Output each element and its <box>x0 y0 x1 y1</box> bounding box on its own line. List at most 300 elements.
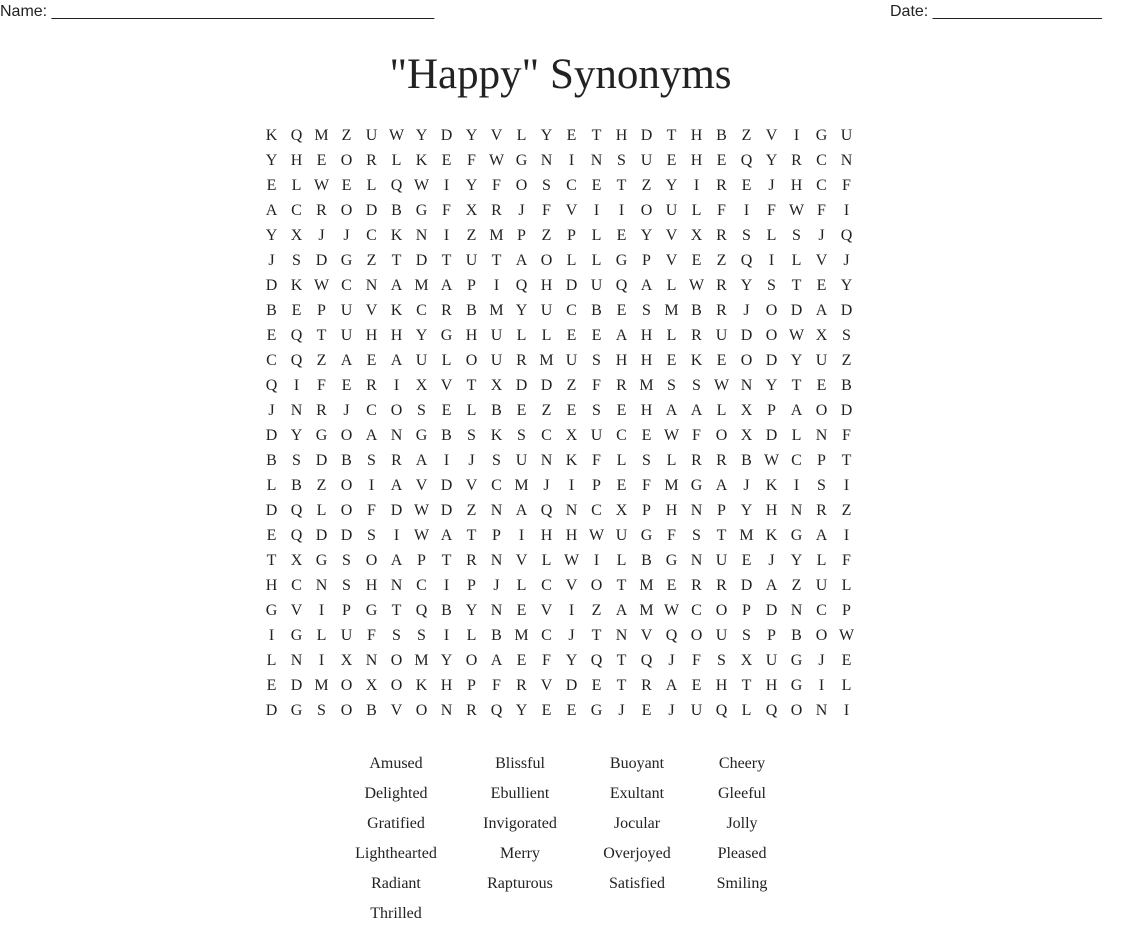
grid-letter: N <box>690 552 703 569</box>
grid-letter: L <box>541 552 552 569</box>
grid-letter: R <box>316 402 327 419</box>
grid-letter: F <box>592 377 601 394</box>
grid-letter: O <box>540 252 553 269</box>
grid-letter: T <box>466 527 477 544</box>
grid-letter: Z <box>316 352 327 369</box>
grid-letter: S <box>492 452 501 469</box>
grid-letter: S <box>592 402 601 419</box>
grid-letter: L <box>266 477 277 494</box>
grid-letter: O <box>415 702 428 719</box>
grid-letter: U <box>715 552 728 569</box>
grid-letter: C <box>566 177 577 194</box>
grid-letter: I <box>793 477 800 494</box>
grid-row <box>259 273 859 298</box>
grid-letter: I <box>568 152 575 169</box>
grid-letter: C <box>791 452 802 469</box>
grid-letter: Q <box>290 502 303 519</box>
grid-letter: M <box>514 477 529 494</box>
grid-letter: J <box>543 477 550 494</box>
grid-letter: M <box>664 477 679 494</box>
grid-letter: A <box>440 527 453 544</box>
grid-letter: U <box>540 302 553 319</box>
grid-letter: L <box>266 652 277 669</box>
grid-row <box>259 523 859 548</box>
grid-letter: I <box>693 177 700 194</box>
grid-letter: D <box>440 477 453 494</box>
grid-row <box>259 298 859 323</box>
grid-letter: B <box>266 452 277 469</box>
grid-letter: X <box>815 327 828 344</box>
grid-letter: N <box>490 502 503 519</box>
grid-letter: W <box>588 527 605 544</box>
grid-letter: M <box>489 302 504 319</box>
grid-letter: J <box>843 252 850 269</box>
grid-letter: V <box>390 702 403 719</box>
grid-letter: N <box>815 702 828 719</box>
grid-letter: K <box>690 352 703 369</box>
grid-letter: S <box>367 527 376 544</box>
grid-letter: A <box>790 402 803 419</box>
grid-letter: Q <box>515 277 528 294</box>
grid-letter: Q <box>390 177 403 194</box>
grid-letter: E <box>266 327 277 344</box>
grid-letter: S <box>817 477 826 494</box>
grid-letter: E <box>691 252 702 269</box>
grid-letter: N <box>365 277 378 294</box>
grid-letter: W <box>788 327 805 344</box>
grid-letter: E <box>591 177 602 194</box>
grid-letter: B <box>291 477 302 494</box>
grid-letter: H <box>765 677 778 694</box>
grid-letter: A <box>490 652 503 669</box>
grid-letter: I <box>843 202 850 219</box>
grid-letter: L <box>541 327 552 344</box>
word-bank-item: Overjoyed <box>603 845 671 862</box>
grid-letter: J <box>818 227 825 244</box>
grid-row <box>259 648 859 673</box>
grid-letter: I <box>843 527 850 544</box>
grid-letter: Q <box>615 277 628 294</box>
grid-letter: W <box>663 427 680 444</box>
grid-letter: N <box>615 627 628 644</box>
grid-letter: A <box>815 302 828 319</box>
grid-letter: F <box>542 652 551 669</box>
grid-letter: E <box>316 152 327 169</box>
grid-letter: P <box>467 577 476 594</box>
grid-letter: H <box>440 677 453 694</box>
grid-letter: Z <box>541 402 552 419</box>
grid-letter: Q <box>740 252 753 269</box>
grid-letter: U <box>565 352 578 369</box>
grid-letter: X <box>690 227 703 244</box>
grid-letter: P <box>467 277 476 294</box>
grid-letter: R <box>391 452 402 469</box>
grid-row <box>259 448 859 473</box>
word-bank-item: Amused <box>369 755 423 772</box>
grid-letter: U <box>690 702 703 719</box>
grid-letter: H <box>640 402 653 419</box>
grid-letter: Y <box>740 502 753 519</box>
grid-letter: A <box>615 602 628 619</box>
grid-letter: T <box>616 677 627 694</box>
grid-letter: I <box>768 252 775 269</box>
grid-letter: E <box>666 352 677 369</box>
grid-letter: S <box>842 327 851 344</box>
grid-letter: Z <box>541 227 552 244</box>
grid-letter: X <box>740 652 753 669</box>
grid-letter: D <box>740 577 753 594</box>
grid-row <box>259 373 859 398</box>
grid-letter: L <box>516 127 527 144</box>
grid-letter: E <box>266 677 277 694</box>
grid-letter: K <box>765 527 778 544</box>
grid-letter: S <box>542 177 551 194</box>
grid-letter: S <box>767 277 776 294</box>
grid-letter: L <box>741 702 752 719</box>
grid-letter: P <box>767 402 776 419</box>
grid-letter: J <box>668 702 675 719</box>
grid-letter: S <box>692 377 701 394</box>
grid-letter: D <box>265 427 278 444</box>
grid-letter: J <box>768 177 775 194</box>
grid-letter: D <box>315 252 328 269</box>
grid-letter: L <box>766 227 777 244</box>
grid-letter: Z <box>566 377 577 394</box>
grid-letter: Z <box>841 352 852 369</box>
grid-letter: R <box>691 577 702 594</box>
grid-letter: K <box>415 152 428 169</box>
grid-letter: X <box>290 227 303 244</box>
grid-row <box>259 473 859 498</box>
grid-letter: O <box>715 427 728 444</box>
grid-letter: F <box>467 152 476 169</box>
grid-letter: O <box>690 627 703 644</box>
grid-letter: O <box>515 177 528 194</box>
grid-letter: Y <box>765 377 778 394</box>
grid-letter: A <box>340 352 353 369</box>
grid-letter: T <box>741 677 752 694</box>
grid-letter: E <box>641 702 652 719</box>
grid-letter: I <box>593 202 600 219</box>
grid-letter: E <box>566 127 577 144</box>
word-bank-item: Lighthearted <box>355 845 437 862</box>
grid-letter: N <box>290 402 303 419</box>
word-bank-item: Invigorated <box>483 815 557 832</box>
grid-letter: Z <box>316 477 327 494</box>
grid-letter: J <box>268 252 275 269</box>
grid-letter: Y <box>565 652 578 669</box>
grid-letter: R <box>316 202 327 219</box>
grid-letter: I <box>518 527 525 544</box>
grid-letter: J <box>343 402 350 419</box>
grid-letter: J <box>318 227 325 244</box>
grid-letter: L <box>366 177 377 194</box>
grid-letter: B <box>441 427 452 444</box>
grid-letter: T <box>791 377 802 394</box>
grid-letter: D <box>565 677 578 694</box>
grid-row <box>259 348 859 373</box>
grid-letter: N <box>490 552 503 569</box>
grid-letter: V <box>365 302 378 319</box>
grid-letter: A <box>365 427 378 444</box>
grid-letter: Y <box>790 352 803 369</box>
grid-letter: L <box>516 577 527 594</box>
grid-letter: B <box>691 302 702 319</box>
word-bank <box>336 751 796 931</box>
grid-letter: G <box>815 127 828 144</box>
grid-letter: Y <box>290 427 303 444</box>
grid-letter: T <box>616 652 627 669</box>
grid-letter: D <box>765 602 778 619</box>
grid-letter: O <box>765 302 778 319</box>
grid-letter: Z <box>591 602 602 619</box>
grid-letter: S <box>317 702 326 719</box>
grid-letter: X <box>465 202 478 219</box>
grid-letter: L <box>316 627 327 644</box>
grid-letter: S <box>617 152 626 169</box>
grid-letter: G <box>365 602 378 619</box>
grid-letter: T <box>716 527 727 544</box>
grid-letter: D <box>390 502 403 519</box>
grid-row <box>259 398 859 423</box>
grid-letter: S <box>417 627 426 644</box>
grid-letter: H <box>765 502 778 519</box>
grid-letter: Z <box>341 127 352 144</box>
grid-letter: C <box>816 177 827 194</box>
grid-letter: I <box>368 477 375 494</box>
grid-letter: N <box>565 502 578 519</box>
grid-letter: E <box>266 177 277 194</box>
grid-letter: A <box>390 477 403 494</box>
grid-letter: S <box>642 452 651 469</box>
grid-letter: L <box>666 452 677 469</box>
grid-letter: U <box>815 577 828 594</box>
grid-letter: V <box>440 377 453 394</box>
grid-letter: A <box>515 502 528 519</box>
grid-letter: K <box>765 477 778 494</box>
grid-letter: S <box>692 527 701 544</box>
grid-letter: M <box>314 127 329 144</box>
grid-row <box>259 123 859 148</box>
grid-letter: I <box>293 377 300 394</box>
grid-letter: X <box>340 652 353 669</box>
grid-letter: E <box>716 152 727 169</box>
grid-letter: G <box>590 702 603 719</box>
grid-letter: B <box>491 402 502 419</box>
grid-letter: N <box>390 577 403 594</box>
grid-letter: C <box>616 427 627 444</box>
grid-letter: P <box>717 502 726 519</box>
grid-letter: Q <box>665 627 678 644</box>
grid-letter: V <box>815 252 828 269</box>
grid-letter: Y <box>440 652 453 669</box>
page-title: "Happy" Synonyms <box>389 51 732 98</box>
grid-letter: Y <box>840 277 853 294</box>
grid-letter: W <box>488 152 505 169</box>
grid-letter: L <box>591 227 602 244</box>
grid-letter: S <box>717 652 726 669</box>
grid-letter: D <box>290 677 303 694</box>
grid-letter: E <box>816 277 827 294</box>
grid-letter: Q <box>640 652 653 669</box>
grid-letter: S <box>417 402 426 419</box>
grid-letter: F <box>767 202 776 219</box>
grid-letter: J <box>818 652 825 669</box>
grid-letter: P <box>317 302 326 319</box>
grid-letter: B <box>591 302 602 319</box>
grid-letter: N <box>790 502 803 519</box>
grid-letter: D <box>440 502 453 519</box>
grid-letter: P <box>592 477 601 494</box>
grid-letter: X <box>565 427 578 444</box>
grid-letter: Y <box>790 552 803 569</box>
grid-letter: B <box>466 302 477 319</box>
grid-letter: G <box>615 252 628 269</box>
grid-letter: F <box>367 502 376 519</box>
grid-letter: Z <box>466 227 477 244</box>
grid-letter: T <box>791 277 802 294</box>
grid-letter: N <box>790 602 803 619</box>
grid-letter: N <box>415 227 428 244</box>
grid-letter: U <box>615 527 628 544</box>
grid-letter: H <box>290 152 303 169</box>
grid-letter: O <box>790 702 803 719</box>
grid-letter: E <box>691 677 702 694</box>
grid-letter: S <box>367 452 376 469</box>
grid-letter: G <box>640 527 653 544</box>
grid-row <box>259 598 859 623</box>
grid-letter: N <box>740 377 753 394</box>
grid-letter: X <box>740 402 753 419</box>
grid-letter: S <box>342 577 351 594</box>
grid-letter: K <box>490 427 503 444</box>
grid-letter: F <box>642 477 651 494</box>
grid-letter: S <box>342 552 351 569</box>
grid-letter: S <box>517 427 526 444</box>
grid-letter: D <box>765 427 778 444</box>
grid-letter: V <box>290 602 303 619</box>
grid-row <box>259 573 859 598</box>
grid-letter: K <box>390 227 403 244</box>
grid-letter: U <box>415 352 428 369</box>
grid-letter: I <box>593 552 600 569</box>
grid-letter: T <box>616 577 627 594</box>
grid-letter: B <box>266 302 277 319</box>
grid-letter: C <box>291 577 302 594</box>
word-bank-item: Rapturous <box>487 875 553 892</box>
grid-letter: I <box>318 652 325 669</box>
grid-letter: H <box>365 327 378 344</box>
grid-letter: D <box>740 327 753 344</box>
grid-letter: H <box>565 527 578 544</box>
grid-letter: L <box>616 452 627 469</box>
grid-letter: C <box>541 427 552 444</box>
grid-letter: F <box>317 377 326 394</box>
grid-letter: R <box>716 277 727 294</box>
grid-letter: L <box>666 277 677 294</box>
grid-letter: O <box>340 477 353 494</box>
grid-letter: I <box>818 677 825 694</box>
grid-letter: C <box>691 602 702 619</box>
grid-letter: W <box>413 502 430 519</box>
grid-letter: S <box>292 252 301 269</box>
grid-letter: H <box>615 352 628 369</box>
grid-letter: B <box>491 627 502 644</box>
grid-letter: Y <box>665 177 678 194</box>
grid-letter: O <box>640 202 653 219</box>
grid-letter: N <box>390 427 403 444</box>
grid-letter: F <box>492 177 501 194</box>
grid-row <box>259 498 859 523</box>
grid-letter: Q <box>840 227 853 244</box>
grid-letter: F <box>542 202 551 219</box>
grid-letter: U <box>715 627 728 644</box>
word-bank-item: Radiant <box>371 875 421 892</box>
grid-letter: V <box>465 477 478 494</box>
grid-letter: H <box>390 327 403 344</box>
grid-letter: P <box>767 627 776 644</box>
grid-letter: G <box>290 702 303 719</box>
grid-letter: L <box>316 502 327 519</box>
grid-letter: Q <box>265 377 278 394</box>
grid-letter: G <box>415 427 428 444</box>
grid-letter: E <box>516 602 527 619</box>
grid-letter: J <box>518 202 525 219</box>
grid-letter: C <box>816 152 827 169</box>
grid-letter: B <box>741 452 752 469</box>
grid-letter: Y <box>515 702 528 719</box>
grid-letter: K <box>565 452 578 469</box>
grid-letter: E <box>666 577 677 594</box>
grid-letter: M <box>414 277 429 294</box>
grid-letter: E <box>516 402 527 419</box>
word-bank-item: Cheery <box>718 755 766 772</box>
grid-letter: P <box>467 677 476 694</box>
grid-row <box>259 548 859 573</box>
grid-letter: L <box>616 552 627 569</box>
word-bank-item: Gratified <box>367 815 425 832</box>
grid-letter: C <box>341 277 352 294</box>
grid-letter: K <box>265 127 278 144</box>
grid-letter: W <box>663 602 680 619</box>
grid-letter: U <box>815 352 828 369</box>
grid-letter: G <box>665 552 678 569</box>
grid-letter: J <box>268 402 275 419</box>
grid-letter: J <box>743 477 750 494</box>
grid-letter: C <box>591 502 602 519</box>
grid-letter: O <box>340 677 353 694</box>
grid-letter: C <box>416 577 427 594</box>
grid-letter: E <box>741 177 752 194</box>
word-bank-item: Ebullient <box>490 785 550 802</box>
grid-letter: Y <box>640 227 653 244</box>
grid-letter: T <box>591 627 602 644</box>
grid-letter: V <box>765 127 778 144</box>
grid-letter: I <box>443 227 450 244</box>
grid-letter: E <box>266 527 277 544</box>
grid-letter: A <box>440 277 453 294</box>
grid-letter: N <box>490 602 503 619</box>
grid-letter: F <box>717 202 726 219</box>
word-bank-item: Delighted <box>364 785 428 802</box>
grid-letter: C <box>541 627 552 644</box>
grid-letter: Y <box>265 152 278 169</box>
grid-letter: U <box>515 452 528 469</box>
grid-letter: K <box>390 302 403 319</box>
grid-letter: O <box>365 552 378 569</box>
grid-letter: J <box>468 452 475 469</box>
grid-letter: W <box>313 177 330 194</box>
